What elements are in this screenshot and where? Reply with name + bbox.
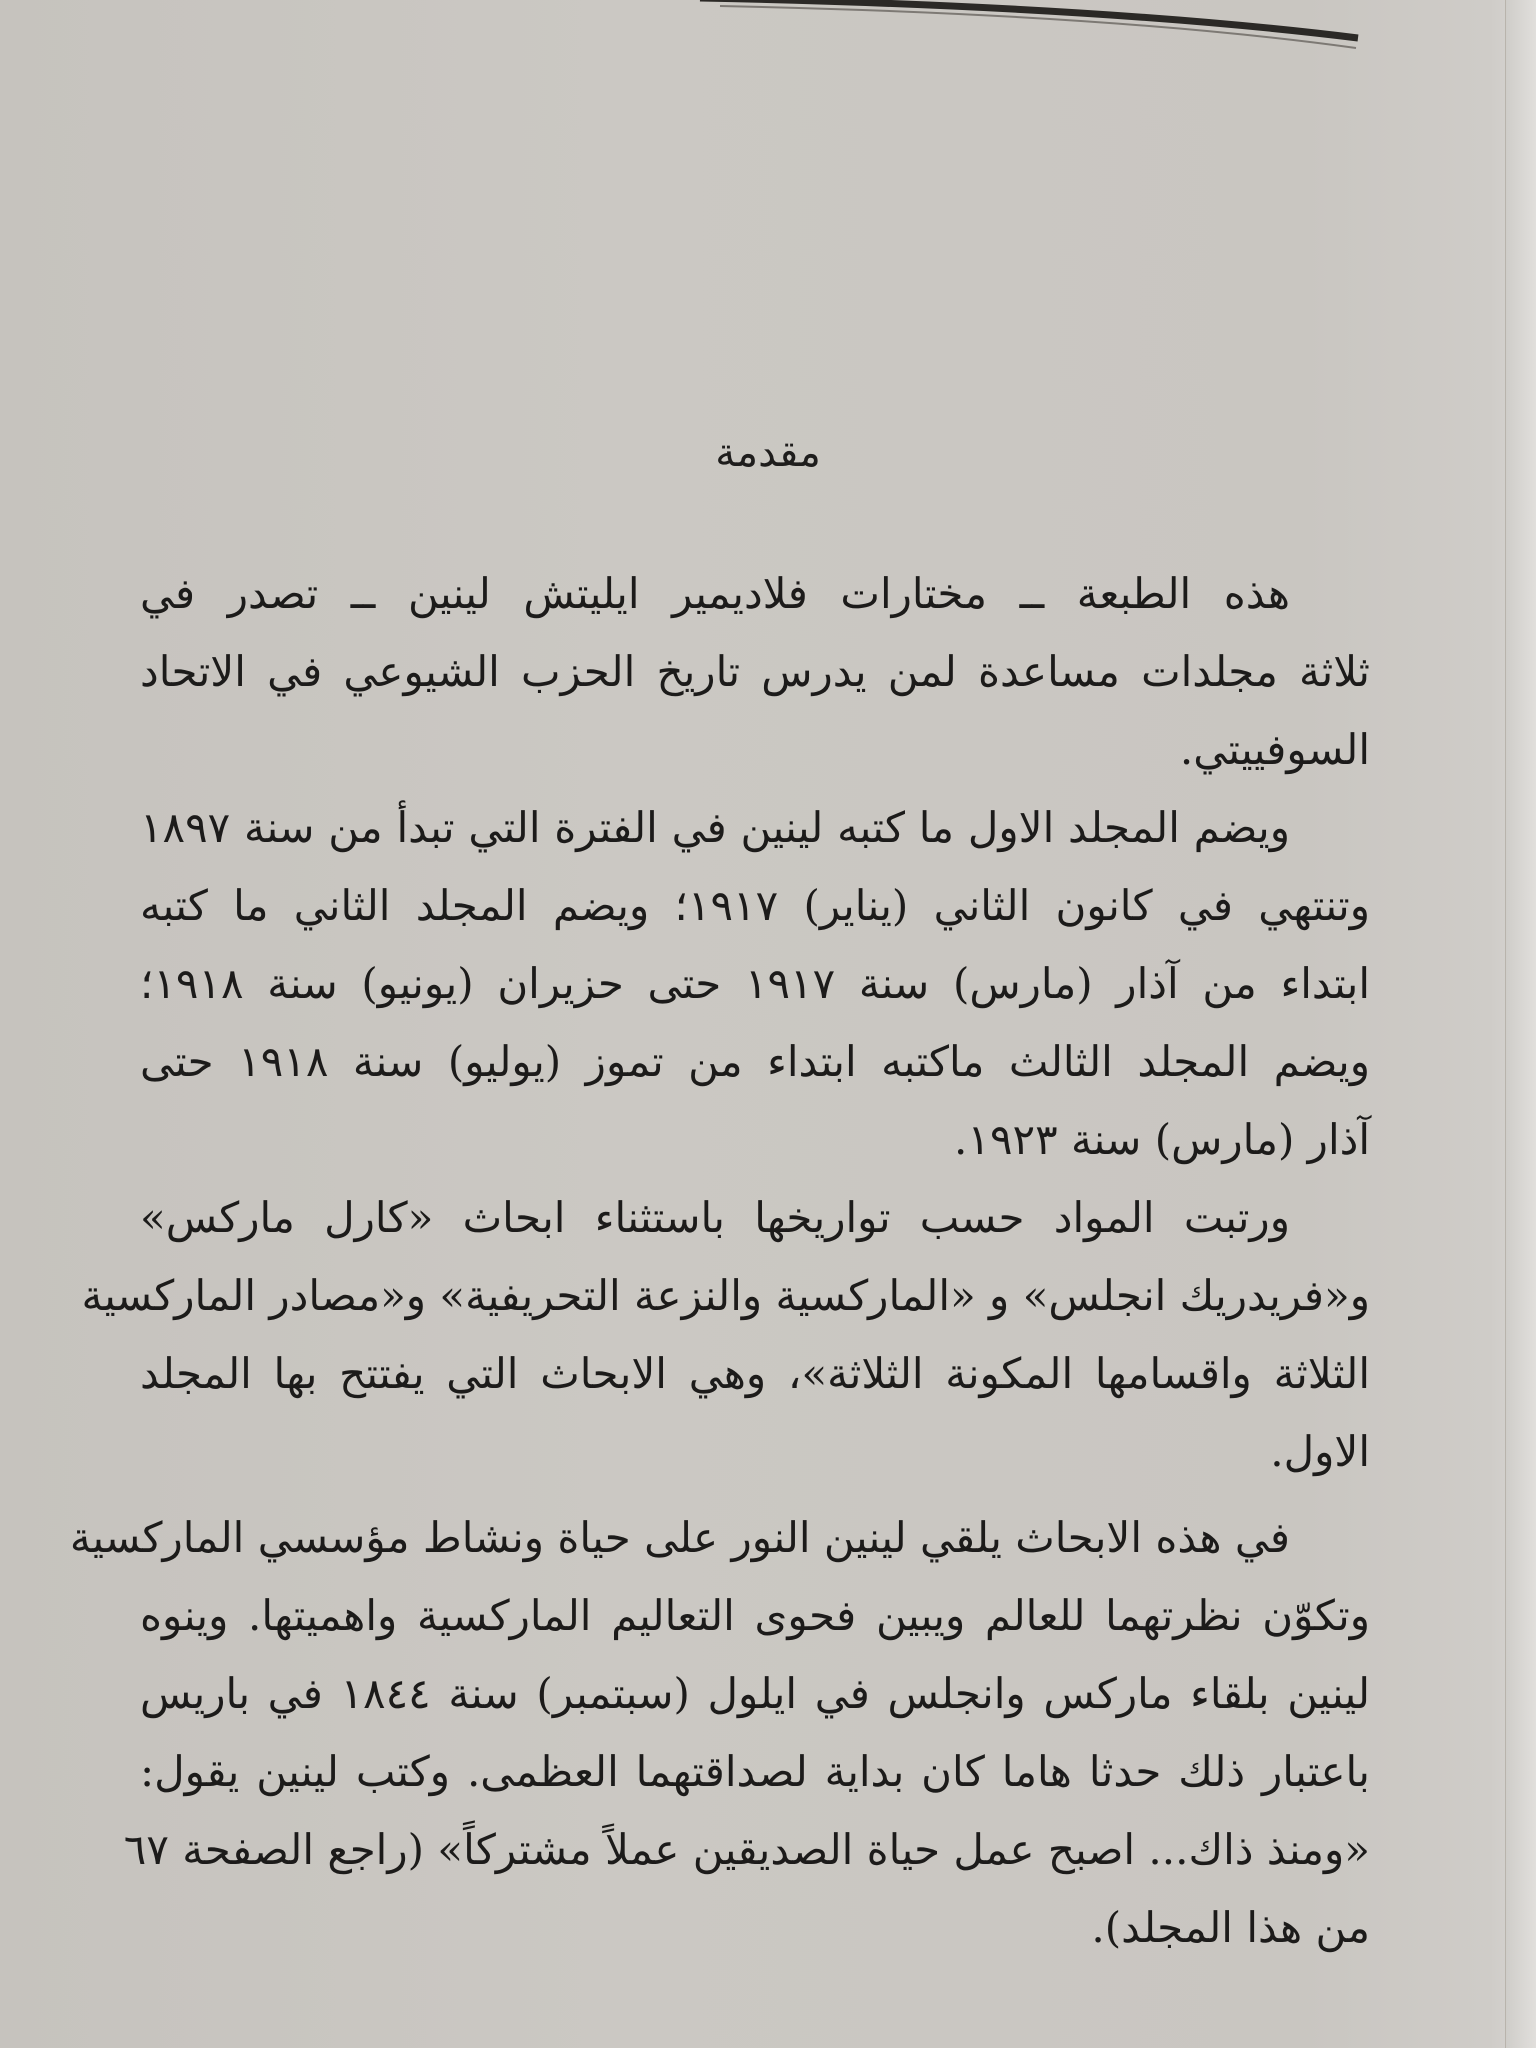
page-edge: [1505, 0, 1536, 2048]
text-line: الاول.: [1270, 1427, 1370, 1476]
text-line: باعتبار ذلك حدثا هاما كان بداية لصداقتهما العظمى. وكتب لينين يقول:: [140, 1747, 1370, 1796]
text-line: وتنتهي في كانون الثاني (يناير) ١٩١٧؛ ويضم المجلد الثاني ما كتبه: [140, 881, 1370, 930]
text-line: ثلاثة مجلدات مساعدة لمن يدرس تاريخ الحزب الشيوعي في الاتحاد: [140, 647, 1370, 696]
paragraph-gap: [140, 1491, 1370, 1499]
text-line: الثلاثة واقسامها المكونة الثلاثة»، وهي الابحاث التي يفتتح بها المجلد: [140, 1349, 1370, 1398]
paragraph-1: [140, 555, 1370, 789]
text-line: ويضم المجلد الثالث ماكتبه ابتداء من تموز (يوليو) سنة ١٩١٨ حتى: [140, 1037, 1371, 1086]
text-line: لينين بلقاء ماركس وانجلس في ايلول (سبتمبر) سنة ١٨٤٤ في باريس: [140, 1669, 1370, 1718]
top-rule-line: [0, 0, 1536, 60]
text-line: وتكوّن نظرتهما للعالم ويبين فحوى التعاليم الماركسية واهميتها. وينوه: [140, 1591, 1370, 1640]
paragraph-2: [140, 789, 1370, 1179]
paragraph-4: [69, 1499, 1370, 1967]
text-line: السوفييتي.: [1179, 725, 1370, 774]
text-line: «ومنذ ذاك... اصبح عمل حياة الصديقين عملاً مشتركاً» (راجع الصفحة ٦٧: [123, 1825, 1370, 1874]
text-line: و«فريدريك انجلس» و «الماركسية والنزعة التحريفية» و«مصادر الماركسية: [81, 1271, 1370, 1320]
page-title: مقدمة: [715, 430, 821, 476]
text-line: ورتبت المواد حسب تواريخها باستثناء ابحاث «كارل ماركس»: [140, 1193, 1290, 1242]
paragraph-3: [81, 1179, 1370, 1491]
body-text: [69, 555, 1371, 1967]
text-line: من هذا المجلد).: [1091, 1903, 1370, 1952]
text-line: في هذه الابحاث يلقي لينين النور على حياة ونشاط مؤسسي الماركسية: [69, 1513, 1290, 1562]
text-line: ويضم المجلد الاول ما كتبه لينين في الفترة التي تبدأ من سنة ١٨٩٧: [140, 803, 1290, 852]
text-line: آذار (مارس) سنة ١٩٢٣.: [954, 1115, 1370, 1164]
text-line: هذه الطبعة ــ مختارات فلاديمير ايليتش لينين ــ تصدر في: [140, 569, 1290, 618]
text-line: ابتداء من آذار (مارس) سنة ١٩١٧ حتى حزيران (يونيو) سنة ١٩١٨؛: [140, 959, 1371, 1008]
